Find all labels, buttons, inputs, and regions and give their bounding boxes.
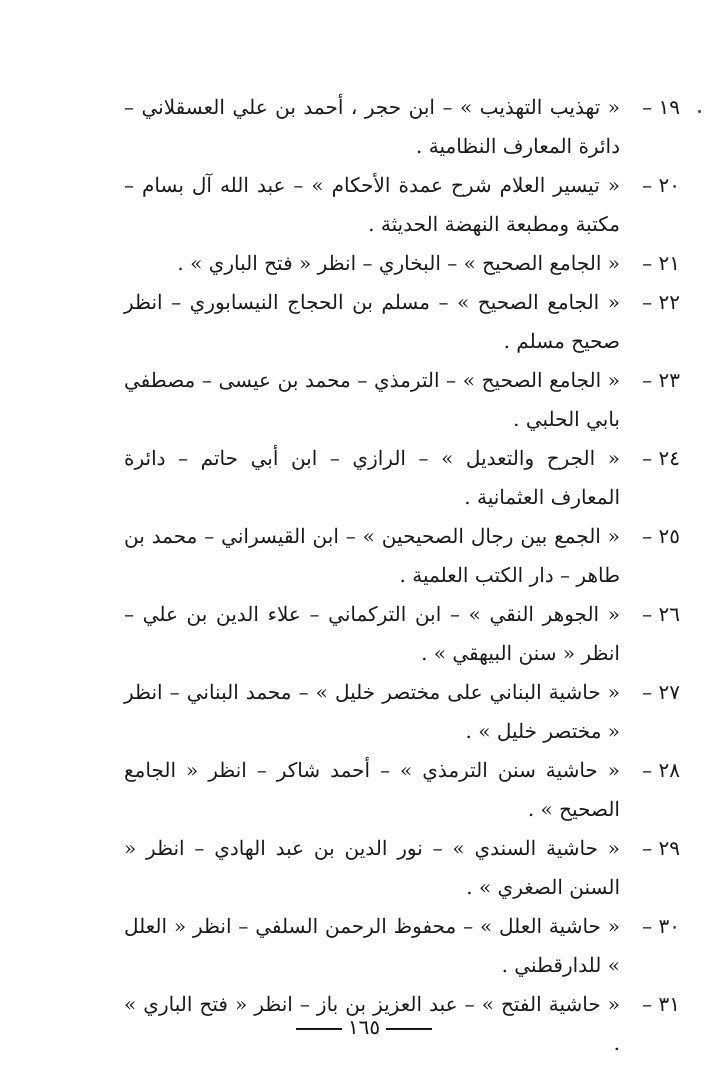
entry-text: « الجامع الصحيح » – البخاري – انظر « فتح الباري » . bbox=[177, 251, 620, 275]
ink-speck bbox=[698, 110, 701, 113]
bibliography-entry bbox=[124, 517, 680, 595]
entry-number: ٣٠ – bbox=[642, 914, 680, 938]
bibliography-entry bbox=[124, 244, 680, 283]
bibliography-entry bbox=[124, 88, 680, 166]
entry-number: ٢٠ – bbox=[642, 173, 680, 197]
entry-text: « حاشية السندي » – نور الدين بن عبد الهادي – انظر « السنن الصغري » . bbox=[124, 836, 620, 899]
entry-number: ٢٦ – bbox=[642, 602, 680, 626]
entry-number: ٢٨ – bbox=[642, 758, 680, 782]
entry-number: ٢١ – bbox=[642, 251, 680, 275]
entry-number: ٢٩ – bbox=[642, 836, 680, 860]
bibliography-entry bbox=[124, 595, 680, 673]
entry-text: « حاشية العلل » – محفوظ الرحمن السلفي – انظر « العلل » للدارقطني . bbox=[124, 914, 620, 977]
bibliography-entry bbox=[124, 907, 680, 985]
bibliography-entry bbox=[124, 751, 680, 829]
entry-text: « حاشية سنن الترمذي » – أحمد شاكر – انظر « الجامع الصحيح » . bbox=[124, 758, 620, 821]
entry-text: « الجرح والتعديل » – الرازي – ابن أبي حاتم – دائرة المعارف العثمانية . bbox=[124, 446, 620, 509]
entry-text: « الجامع الصحيح » – مسلم بن الحجاج النيسابوري – انظر صحيح مسلم . bbox=[124, 290, 620, 353]
entry-number: ٢٢ – bbox=[642, 290, 680, 314]
page-number-dash-right bbox=[386, 1028, 432, 1030]
page-number-dash-left bbox=[296, 1028, 342, 1030]
bibliography-entry bbox=[124, 361, 680, 439]
entry-number: ٢٣ – bbox=[642, 368, 680, 392]
bibliography-entry bbox=[124, 166, 680, 244]
entry-text: « الجامع الصحيح » – الترمذي – محمد بن عيسى – مصطفي بابي الحلبي . bbox=[124, 368, 620, 431]
entry-number: ٢٧ – bbox=[642, 680, 680, 704]
entry-text: « تيسير العلام شرح عمدة الأحكام » – عبد الله آل بسام – مكتبة ومطبعة النهضة الحديثة . bbox=[124, 173, 620, 236]
entry-number: ٣١ – bbox=[642, 992, 680, 1016]
page-number-value: ١٦٥ bbox=[347, 1015, 381, 1039]
bibliography-list bbox=[124, 88, 680, 1063]
page-number bbox=[0, 1012, 728, 1042]
entry-text: « تهذيب التهذيب » – ابن حجر ، أحمد بن علي العسقلاني – دائرة المعارف النظامية . bbox=[124, 95, 620, 158]
entry-number: ١٩ – bbox=[642, 95, 680, 119]
bibliography-entry bbox=[124, 439, 680, 517]
entry-text: « حاشية البناني على مختصر خليل » – محمد البناني – انظر « مختصر خليل » . bbox=[124, 680, 620, 743]
entry-text: « الجوهر النقي » – ابن التركماني – علاء الدين بن علي – انظر « سنن البيهقي » . bbox=[124, 602, 620, 665]
bibliography-entry bbox=[124, 673, 680, 751]
entry-text: « الجمع بين رجال الصحيحين » – ابن القيسراني – محمد بن طاهر – دار الكتب العلمية . bbox=[124, 524, 620, 587]
entry-text: « حاشية الفتح » – عبد العزيز بن باز – انظر « فتح الباري » . bbox=[124, 992, 620, 1055]
entry-number: ٢٤ – bbox=[642, 446, 680, 470]
bibliography-entry bbox=[124, 829, 680, 907]
bibliography-entry bbox=[124, 283, 680, 361]
entry-number: ٢٥ – bbox=[642, 524, 680, 548]
